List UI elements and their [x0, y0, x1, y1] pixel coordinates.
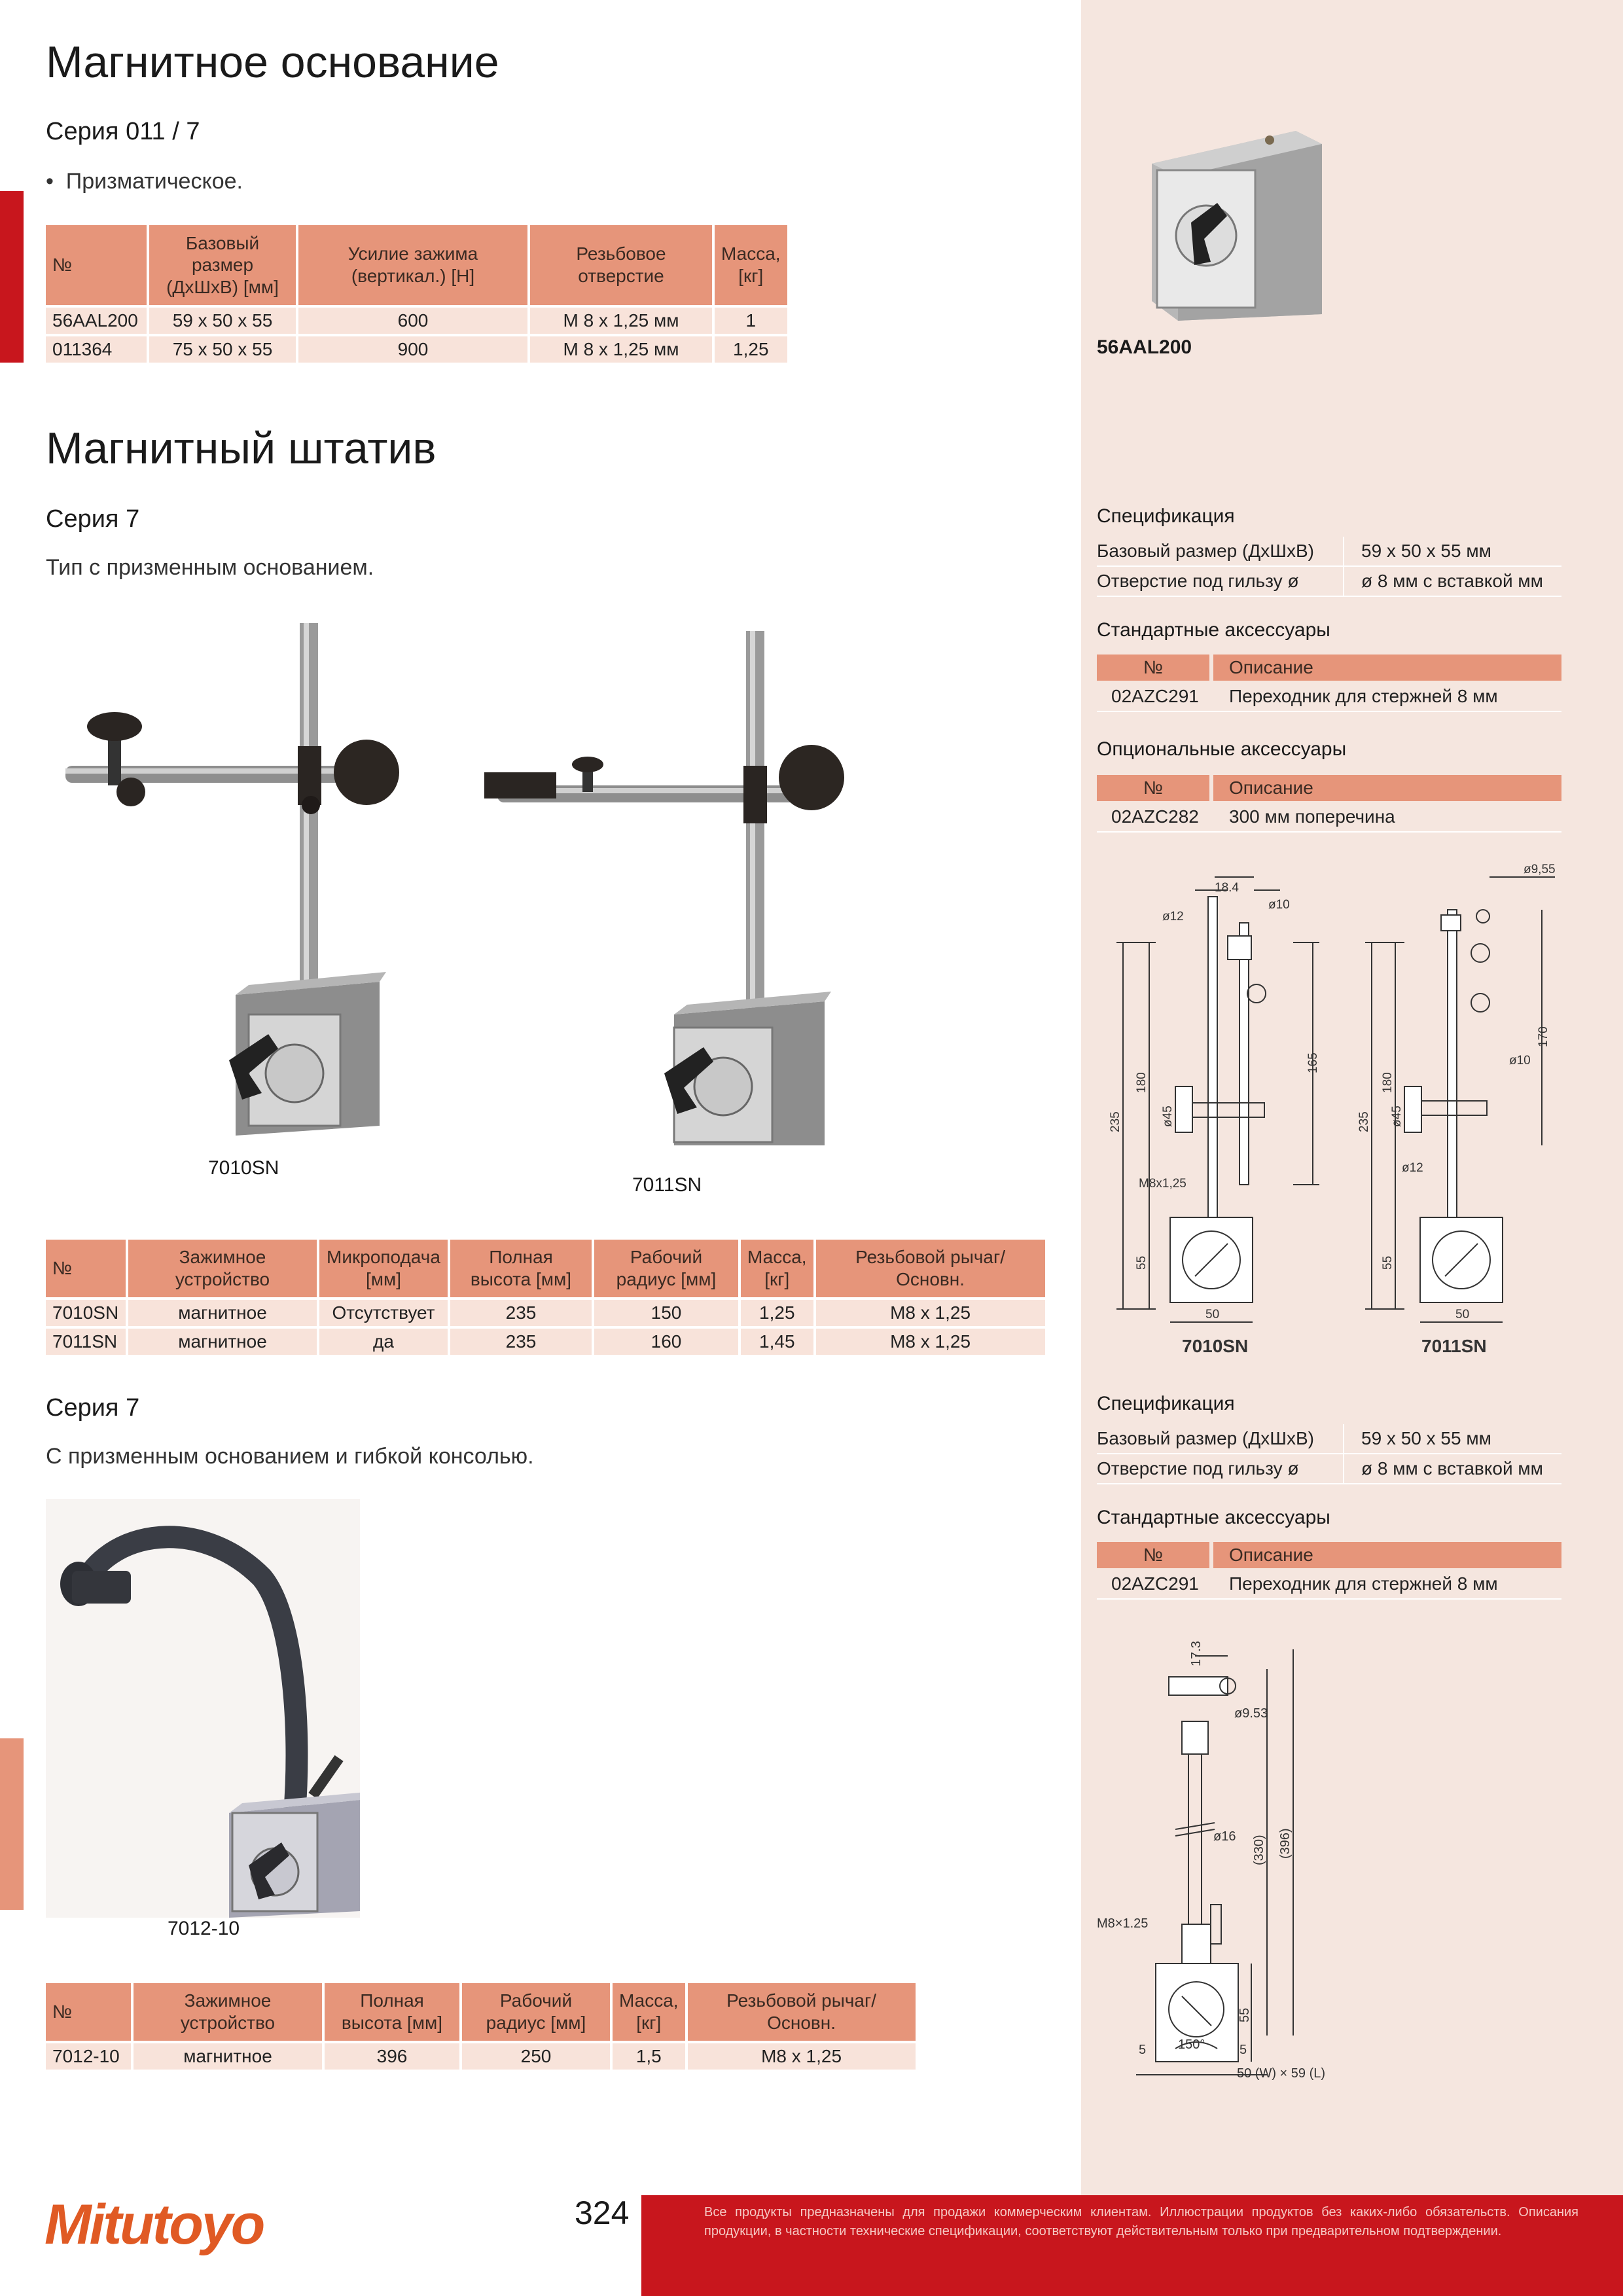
dimension-label: 5	[1240, 2043, 1247, 2057]
col-header: №	[46, 225, 147, 305]
dimension-label: 50 (W) × 59 (L)	[1237, 2066, 1326, 2081]
dimension-label: ø9.53	[1234, 1706, 1268, 1721]
accessory-row	[1097, 1570, 1561, 1600]
col-header: №	[46, 1240, 126, 1297]
col-header: Полная высота [мм]	[450, 1240, 592, 1297]
spec-value: ø 8 мм с вставкой мм	[1361, 1458, 1543, 1479]
accessories-header	[1097, 655, 1561, 681]
col-header: Резьбовой рычаг/Основн.	[688, 1983, 916, 2041]
series-description: Тип с призменным основанием.	[46, 555, 374, 580]
table-cell: 1,5	[613, 2043, 685, 2070]
page-title: Магнитное основание	[46, 37, 499, 87]
table-cell: да	[319, 1329, 448, 1355]
page-number: 324	[575, 2195, 630, 2231]
spec-label: Отверстие под гильзу ø	[1097, 1458, 1299, 1479]
dimension-label: M8x1,25	[1139, 1177, 1186, 1191]
col-header: Зажимное устройство	[134, 1983, 322, 2041]
table-cell: 1,45	[741, 1329, 813, 1355]
spec-value: ø 8 мм с вставкой мм	[1361, 571, 1543, 591]
photo-caption: 7010SN	[208, 1157, 279, 1179]
spec-row	[1097, 537, 1561, 567]
table-cell: 160	[594, 1329, 738, 1355]
dimension-label: (396)	[1278, 1828, 1293, 1859]
dimension-label: 180	[1135, 1072, 1149, 1093]
footer-disclaimer: Все продукты предназначены для продажи коммерческим клиентам. Иллюстрации продуктов без каких-либо обязательств. Описания продукции, в частности технические спецификации, соответствуют действительным только при предварительном подтверждении.	[704, 2205, 1578, 2238]
accessory-description: Переходник для стержней 8 мм	[1229, 1573, 1498, 1594]
table-cell: 1	[715, 308, 787, 334]
table-row	[46, 1329, 1045, 1355]
stand-photo-7011sn	[471, 622, 864, 1145]
table-cell: 250	[462, 2043, 610, 2070]
spec-row	[1097, 567, 1561, 597]
spec-label: Отверстие под гильзу ø	[1097, 571, 1299, 591]
series-heading: Серия 7	[46, 1394, 140, 1422]
table-cell: Отсутствует	[319, 1300, 448, 1326]
accessories-title: Опциональные аксессуары	[1097, 738, 1347, 760]
section-title: Магнитный штатив	[46, 423, 437, 473]
technical-drawing-7012-10	[1097, 1630, 1372, 2088]
table-cell: 011364	[46, 336, 147, 363]
table-cell: M 8 x 1,25 мм	[530, 308, 712, 334]
table-cell: 900	[298, 336, 527, 363]
table-cell: 7010SN	[46, 1300, 126, 1326]
dimension-label: 235	[1357, 1111, 1371, 1132]
col-header: Зажимное устройство	[128, 1240, 317, 1297]
dimension-label: 235	[1109, 1111, 1122, 1132]
col-header: №	[1097, 1542, 1209, 1568]
col-header: Рабочий радиус [мм]	[462, 1983, 610, 2041]
bullet-text: Призматическое.	[65, 169, 243, 194]
mitutoyo-logo: Mitutoyo	[45, 2193, 264, 2256]
spec-row	[1097, 1424, 1561, 1454]
dimension-label: ø16	[1213, 1829, 1236, 1844]
dimension-label: 18.4	[1215, 881, 1239, 895]
col-header: Масса, [кг]	[741, 1240, 813, 1297]
magnetic-base-photo	[1113, 124, 1329, 321]
col-header: Масса, [кг]	[715, 225, 787, 305]
table-header-row	[46, 1240, 1045, 1297]
col-header: Микроподача [мм]	[319, 1240, 448, 1297]
table-header-row	[46, 225, 787, 305]
table-cell: M8 x 1,25	[816, 1300, 1045, 1326]
col-header: Резьбовое отверстие	[530, 225, 712, 305]
series-description: С призменным основанием и гибкой консолью.	[46, 1444, 534, 1469]
dimension-label: 180	[1381, 1072, 1395, 1093]
col-header: №	[1097, 655, 1209, 681]
dimension-label: ø12	[1402, 1161, 1423, 1175]
series-heading: Серия 011 / 7	[46, 118, 200, 145]
dimension-label: ø10	[1268, 898, 1290, 912]
photo-caption: 7012-10	[168, 1918, 240, 1939]
photo-caption: 7011SN	[632, 1174, 702, 1196]
col-header: Полная высота [мм]	[325, 1983, 459, 2041]
col-header: Резьбовой рычаг/Основн.	[816, 1240, 1045, 1297]
table-cell: M8 x 1,25	[688, 2043, 916, 2070]
col-header: Описание	[1213, 1542, 1561, 1568]
spec-label: Базовый размер (ДхШхВ)	[1097, 541, 1314, 561]
accessory-number: 02AZC291	[1111, 1573, 1199, 1594]
col-header: Описание	[1213, 655, 1561, 681]
accessories-header	[1097, 775, 1561, 801]
accessory-description: 300 мм поперечина	[1229, 806, 1395, 827]
dimension-label: ø12	[1162, 910, 1184, 924]
table-cell: 600	[298, 308, 527, 334]
spec-row	[1097, 1454, 1561, 1484]
col-header: №	[46, 1983, 131, 2041]
drawing-caption: 7010SN	[1182, 1336, 1249, 1356]
table-cell: 235	[450, 1329, 592, 1355]
accessory-row	[1097, 682, 1561, 712]
dimension-label: 50	[1455, 1308, 1470, 1321]
table-cell: 75 x 50 x 55	[149, 336, 296, 363]
table-cell: 150	[594, 1300, 738, 1326]
table-cell: 59 x 50 x 55	[149, 308, 296, 334]
col-header: Базовый размер (ДхШхВ) [мм]	[149, 225, 296, 305]
dimension-label: 5	[1139, 2043, 1147, 2057]
dimension-label: ø9,55	[1524, 863, 1556, 876]
dimension-label: 150°	[1178, 2037, 1205, 2052]
bullet-item: • Призматическое.	[46, 169, 243, 194]
spec-value: 59 x 50 x 55 мм	[1361, 541, 1491, 561]
dimension-label: 170	[1537, 1026, 1550, 1047]
accessories-header	[1097, 1542, 1561, 1568]
dimension-label: ø45	[1161, 1105, 1175, 1127]
table-cell: 1,25	[715, 336, 787, 363]
col-header: №	[1097, 775, 1209, 801]
accessory-row	[1097, 802, 1561, 833]
base-table	[43, 223, 790, 365]
table-cell: 56AAL200	[46, 308, 147, 334]
table-cell: магнитное	[134, 2043, 322, 2070]
table-cell: 1,25	[741, 1300, 813, 1326]
section-tab-red	[0, 191, 24, 363]
table-cell: 396	[325, 2043, 459, 2070]
table-cell: M 8 x 1,25 мм	[530, 336, 712, 363]
spec-value: 59 x 50 x 55 мм	[1361, 1428, 1491, 1448]
col-header: Масса, [кг]	[613, 1983, 685, 2041]
accessory-number: 02AZC291	[1111, 686, 1199, 706]
dimension-label: ø10	[1509, 1054, 1531, 1067]
table-row	[46, 336, 787, 363]
table-cell: M8 x 1,25	[816, 1329, 1045, 1355]
table-row	[46, 1300, 1045, 1326]
table-cell: 235	[450, 1300, 592, 1326]
dimension-label: 17.3	[1189, 1641, 1204, 1666]
col-header: Усилие зажима (вертикал.) [Н]	[298, 225, 527, 305]
dimension-label: M8×1.25	[1097, 1916, 1149, 1931]
table-row	[46, 2043, 916, 2070]
accessories-title: Стандартные аксессуары	[1097, 619, 1330, 641]
technical-drawing-7010sn-7011sn	[1097, 857, 1568, 1368]
table-row	[46, 308, 787, 334]
table-cell: 7011SN	[46, 1329, 126, 1355]
drawing-caption: 7011SN	[1421, 1336, 1487, 1356]
accessory-description: Переходник для стержней 8 мм	[1229, 686, 1498, 706]
dimension-label: 55	[1381, 1255, 1395, 1270]
stand-table	[43, 1237, 1048, 1357]
spec-label: Базовый размер (ДхШхВ)	[1097, 1428, 1314, 1448]
table-cell: магнитное	[128, 1329, 317, 1355]
dimension-label: 165	[1306, 1052, 1320, 1073]
dimension-label: 55	[1238, 2007, 1252, 2022]
accessory-number: 02AZC282	[1111, 806, 1199, 827]
dimension-label: (330)	[1252, 1835, 1266, 1865]
photo-caption: 56AAL200	[1097, 336, 1192, 358]
dimension-label: 55	[1135, 1255, 1149, 1270]
spec-title: Спецификация	[1097, 1393, 1235, 1414]
flexible-stand-photo	[46, 1499, 360, 1918]
flexible-stand-table	[43, 1981, 918, 2072]
dimension-label: ø45	[1390, 1105, 1404, 1127]
table-header-row	[46, 1983, 916, 2041]
accessories-title: Стандартные аксессуары	[1097, 1507, 1330, 1528]
spec-title: Спецификация	[1097, 505, 1235, 527]
table-cell: 7012-10	[46, 2043, 131, 2070]
section-tab-salmon	[0, 1738, 24, 1910]
dimension-label: 50	[1205, 1308, 1220, 1321]
table-cell: магнитное	[128, 1300, 317, 1326]
col-header: Рабочий радиус [мм]	[594, 1240, 738, 1297]
col-header: Описание	[1213, 775, 1561, 801]
series-heading: Серия 7	[46, 505, 140, 533]
stand-photo-7010sn	[52, 615, 419, 1139]
